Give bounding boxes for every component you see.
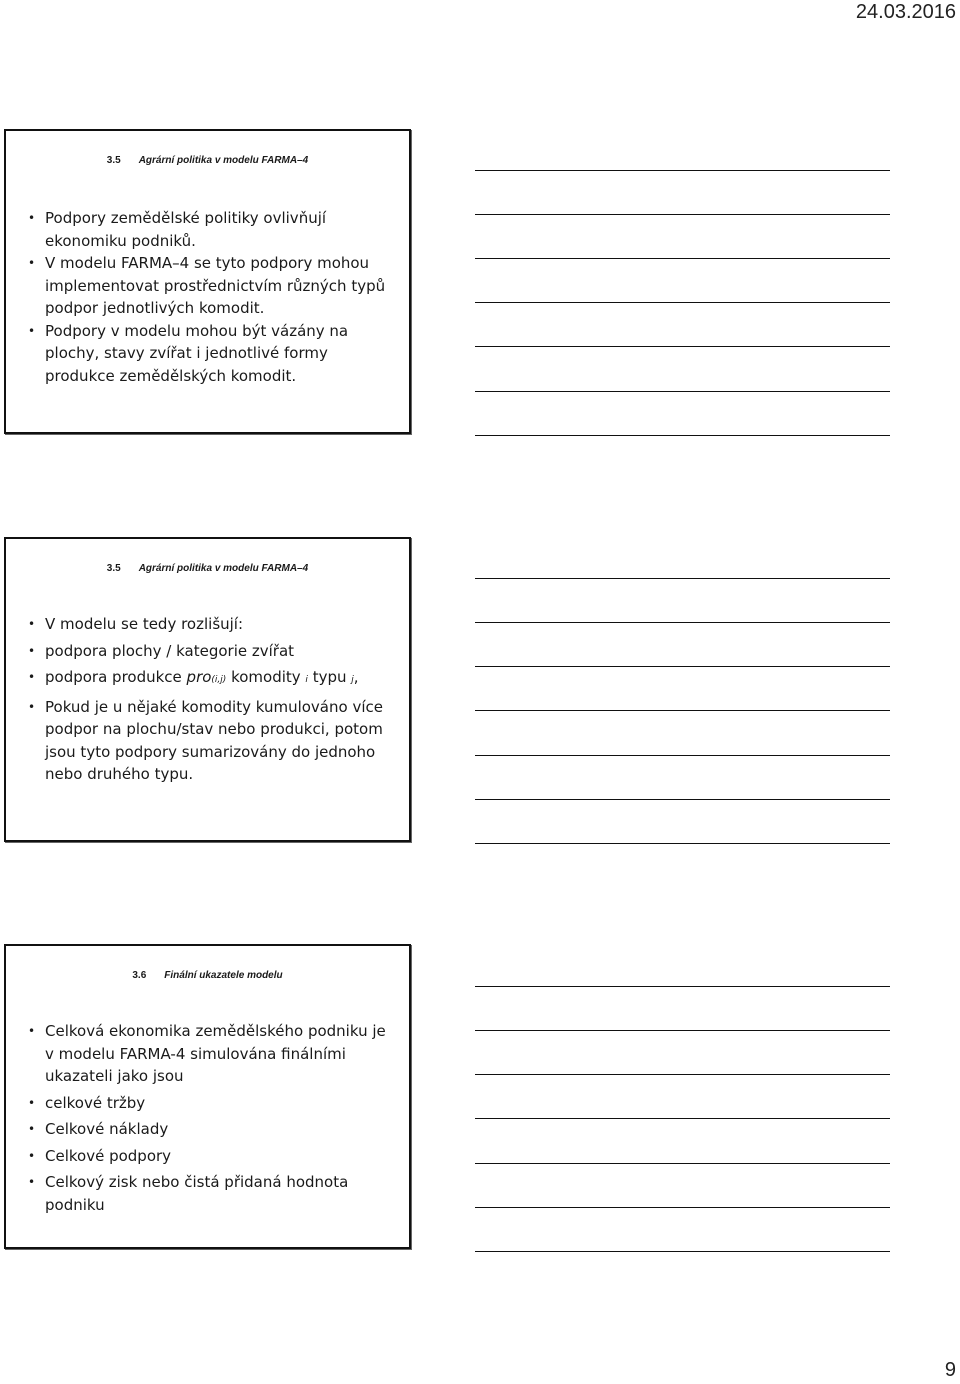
bullet-item: • Pokud je u nějaké komodity kumulováno více podpor na plochu/stav nebo produkci, potom jsou tyto podpory sumarizovány do jednoho nebo druhého typu. [28, 696, 391, 786]
bullet-item-support-production: • podpora produkce pro(i,j) komodity i typu j, [28, 666, 391, 692]
notes-lines-1 [475, 170, 890, 171]
bullet-list [28, 207, 391, 387]
bullet-item: • V modelu se tedy rozlišují: [28, 613, 391, 636]
note-line [475, 258, 890, 259]
note-line [475, 710, 890, 711]
note-line [475, 1118, 890, 1119]
note-line [475, 622, 890, 623]
slide-title-text: Finální ukazatele modelu [164, 970, 283, 981]
slide-number: 3.6 [132, 970, 147, 981]
bullet-item: • Podpory v modelu mohou být vázány na plochy, stavy zvířat i jednotlivé formy produkce zemědělských komodit. [28, 320, 391, 388]
slide-title-text: Agrární politika v modelu FARMA–4 [138, 563, 309, 574]
slide-title [6, 970, 409, 981]
slide-title [6, 155, 409, 166]
note-line [475, 214, 890, 215]
slide-number: 3.5 [106, 563, 121, 574]
bullet-list [28, 1020, 391, 1220]
bullet-item: • Celkové náklady [28, 1118, 391, 1141]
note-line [475, 346, 890, 347]
note-line [475, 666, 890, 667]
note-line [475, 799, 890, 800]
slide-title [6, 563, 409, 574]
note-line [475, 843, 890, 844]
note-line [475, 1074, 890, 1075]
note-line [475, 1207, 890, 1208]
notes-lines-3 [475, 986, 890, 987]
slide-1 [4, 129, 411, 434]
note-line [475, 986, 890, 987]
note-line [475, 1251, 890, 1252]
slide-title-text: Agrární politika v modelu FARMA–4 [138, 155, 309, 166]
slide-3 [4, 944, 411, 1249]
notes-lines-2 [475, 578, 890, 579]
bullet-item: • celkové tržby [28, 1092, 391, 1115]
note-line [475, 578, 890, 579]
bullet-item: • Celkový zisk nebo čistá přidaná hodnota podniku [28, 1171, 391, 1216]
bullet-item: • Celková ekonomika zemědělského podniku je v modelu FARMA-4 simulována finálními ukazateli jako jsou [28, 1020, 391, 1088]
note-line [475, 1163, 890, 1164]
note-line [475, 435, 890, 436]
bullet-item: • Celkové podpory [28, 1145, 391, 1168]
note-line [475, 170, 890, 171]
note-line [475, 391, 890, 392]
page-number: 9 [944, 1359, 956, 1381]
bullet-item: • podpora plochy / kategorie zvířat [28, 640, 391, 663]
note-line [475, 1030, 890, 1031]
note-line [475, 755, 890, 756]
bullet-item: • Podpory zemědělské politiky ovlivňují ekonomiku podniků. [28, 207, 391, 252]
note-line [475, 302, 890, 303]
page-date: 24.03.2016 [855, 1, 956, 23]
bullet-item: • V modelu FARMA–4 se tyto podpory mohou implementovat prostřednictvím různých typů podpor jednotlivých komodit. [28, 252, 391, 320]
slide-2 [4, 537, 411, 842]
slide-number: 3.5 [106, 155, 121, 166]
bullet-list [28, 613, 391, 790]
